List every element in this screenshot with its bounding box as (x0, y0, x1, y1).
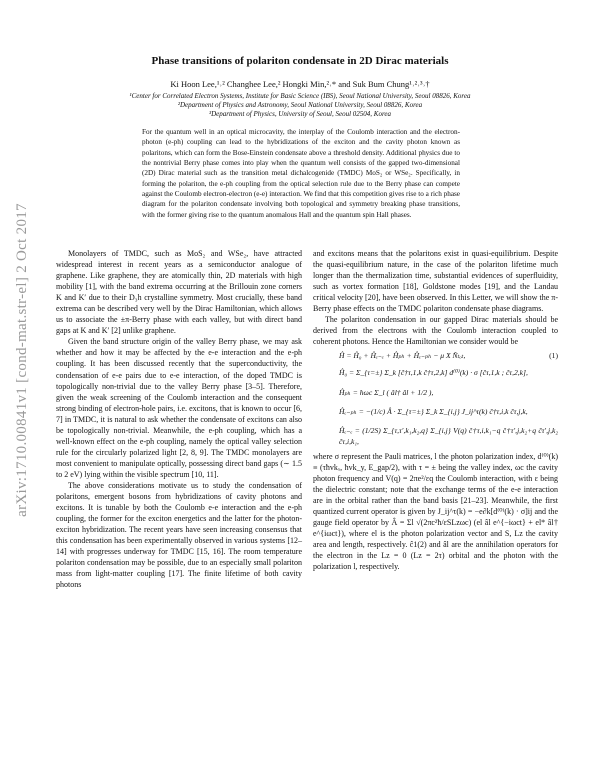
equation-body: Ĥₑ₋ₚₕ = −(1/c) Â · Σ_{τ=±} Σ_k Σ_{i,j} J_ij^τ(k) ĉ†τ,i,k ĉτ,j,k, (339, 406, 528, 416)
body-paragraph: The above considerations motivate us to study the condensation of polaritons, emergent bosons from hybridizations of cavity photons and excitons. It is tunable by both the Coulomb e-e interaction and the e-ph coupling, the former for the exciton energetics and the latter for the photon-exciton hybridization. The recent years have seen increasing consensus that this condensation has been experimentally observed in various systems [12–14] with progresses underway for TMDC [15, 16]. The room temperature polariton condensation may be possible, due to an especially small polariton mass from light-matter coupling [17]. The finite lifetime of both cavity photons (56, 480, 302, 590)
abstract: For the quantum well in an optical microcavity, the interplay of the Coulomb interaction and the electron-photon (e-ph) coupling can lead to the hybridizations of the exciton and the cavity photon known as polaritons, which can form the Bose-Einstein condensate above a threshold density. Additional physics due to the nontrivial Berry phase comes into play when the quantum well consists of the gapped two-dimensional (2D) Dirac material such as the transition metal dichalcogenide (TMDC) MoS₂ or WSe₂. Specifically, in forming the polariton, the e-ph coupling from the optical selection rule due to the Berry phase can compete against the Coulomb electron-electron (e-e) interaction. We find that this competition gives rise to a rich phase diagram for the polariton condensate involving both topological and symmetry breaking phase transitions, with the former giving rise to the quantum anomalous Hall and the quantum spin Hall phases. (142, 128, 460, 219)
equation (313, 350, 558, 361)
equation (313, 367, 558, 378)
equation (313, 425, 558, 447)
equation-body: Ĥ₀ = Σ_{τ=±} Σ_k [ĉ†τ,1,k ĉ†τ,2,k] d⁽⁰⁾(k) · σ [ĉτ,1,k ; ĉτ,2,k], (339, 368, 528, 378)
left-column (56, 248, 302, 590)
equation-body: Ĥₑ₋ₑ = (1/2S) Σ_{τ,τ′,k₁,k₂,q} Σ_{i,j} V(q) ĉ†τ,i,k₁−q ĉ†τ′,j,k₂+q ĉτ′,j,k₂ ĉτ,i,k₁, (339, 425, 558, 446)
paper-title: Phase transitions of polariton condensate in 2D Dirac materials (151, 55, 449, 67)
body-paragraph: The polariton condensation in our gapped Dirac materials should be derived from the electrons with the Coulomb interaction coupled to coherent photons. Hence the Hamiltonian we consider would be (313, 315, 558, 347)
arxiv-identifier: arXiv:1710.00841v1 [cond-mat.str-el] 2 Oct 2017 (14, 203, 30, 517)
equation-number: (1) (549, 351, 558, 361)
author-list: Ki Hoon Lee,¹˒² Changhee Lee,² Hongki Min,²˒* and Suk Bum Chung¹˒²˒³˒† (170, 79, 430, 89)
body-paragraph: where σ represent the Pauli matrices, l the photon polarization index, d⁽⁰⁾(k) ≡ (τħvkₓ, ħvk_y, E_gap/2), with τ = ± being the valley index, ωc the cavity photon frequency and V(q) = 2πe²/εq the Coulomb interaction, with ε being the dielectric constant; note that the exchange terms of the e-e interaction are in the orbital rather than the band basis [21–23]. Meanwhile, the first quantized current operator is given by J_ij^τ(k) = −e∂k[d⁽⁰⁾(k) · σ]ij and the gauge field operator by Â = Σl √(2πc²ħ/εSLzωc) (el âl e^{−iωct} + el* âl† e^{iωct}), where el is the photon polarization vector and S, Lz the cavity area and length, respectively. ĉ1(2) and âl are the annihilation operators for the electron in the Lz = 0 (Lz = 2τ) orbital and the photon with the polarization l, respectively. (313, 451, 558, 572)
equation-body: Ĥ = Ĥ₀ + Ĥₑ₋ₑ + Ĥₚₕ + Ĥₑ₋ₚₕ − μ X N̂ₜₒₜ, (339, 351, 466, 361)
affiliation-2: ²Department of Physics and Astronomy, Seoul National University, Seoul 08826, Korea (177, 101, 423, 109)
affiliation-1: ¹Center for Correlated Electron Systems, Institute for Basic Science (IBS), Seoul National University, Seoul 08826, Korea (129, 92, 471, 100)
body-paragraph: and excitons means that the polaritons exist in quasi-equilibrium. Despite the quasi-equilibrium nature, in the case of the polariton lifetime much longer than the thermalization time, substantial evidences of superfluidity, such as vortex formation [18], Goldstone modes [19], and the Landau critical velocity [20], have been observed. In this Letter, we will show the π-Berry phase effects on the TMDC polariton condensate phase diagrams. (313, 249, 558, 314)
equation (313, 406, 558, 417)
equation-body: Ĥₚₕ = ħωc Σ_l ( âl† âl + 1/2 ), (339, 387, 434, 397)
body-paragraph: Monolayers of TMDC, such as MoS₂ and WSe₂, have attracted widespread interest in recent years as a semiconductor analogue of graphene. Like graphene, they are atomically thin, 2D materials with high mobility [1], with the band extrema occurring at the Brillouin zone corners K and K′ due to their D₃h crystalline symmetry. Most crucially, these band extrema can be described very well by the Dirac Hamiltonian, which allows us to associate the ±π-Berry phase with each valley, but with direct band gaps at K and K′ [2] unlike graphene. (56, 249, 302, 336)
affiliation-3: ³Department of Physics, University of Seoul, Seoul 02504, Korea (208, 110, 392, 118)
body-paragraph: Given the band structure origin of the valley Berry phase, we may ask whether and how it may be affected by the e-e interaction and the e-ph coupling. It has been discussed recently that the superconductivity, the condensation of e-e pairs due to e-e interaction, of the doped TMDC is topologically non-trivial due to the valley Berry phase [3–5]. Therefore, given the weak screening of the Coulomb interaction and the consequent strong binding of electron-hole pairs, i.e. excitons, that is known to occur [6, 7] in TMDC, it is natural to ask whether the condensate of excitons can also be topologically non-trivial. Meanwhile, the e-ph coupling, which has a well-known effect on the e-ph coupling, namely the optical valley selection rule for the circularly polarized light [2, 8, 9]. The TMDC monolayers are most convenient to manipulate optically, possessing direct band gaps (∼ 1.5 to 2 eV) lying within the visible spectrum [10, 11]. (56, 337, 302, 479)
equation (313, 387, 558, 398)
right-column (313, 248, 558, 572)
hamiltonian-equations (313, 350, 558, 446)
